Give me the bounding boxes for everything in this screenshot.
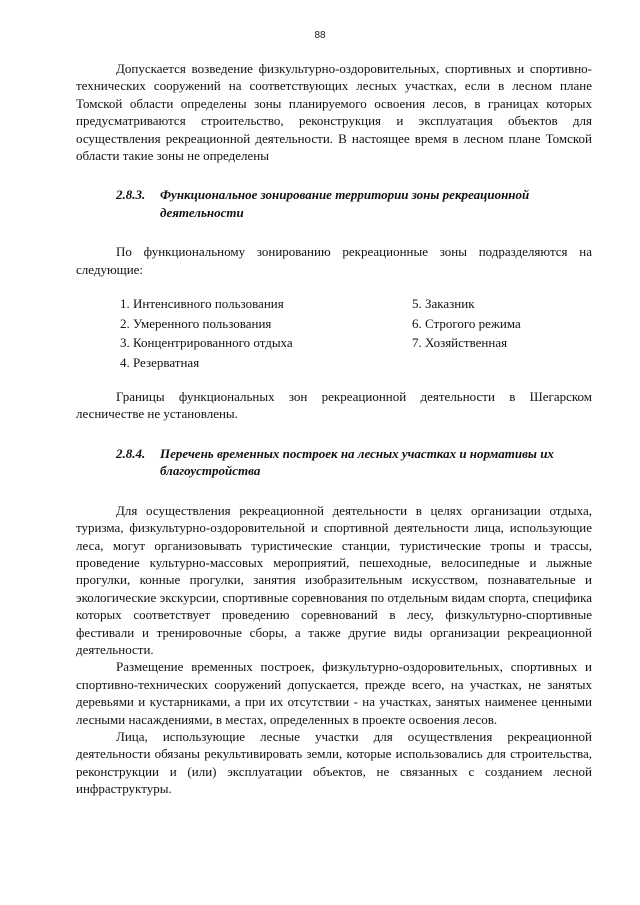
- list-item: 6. Строгого режима: [412, 315, 521, 331]
- section-title: Перечень временных построек на лесных участках и нормативы их благоустройства: [160, 445, 554, 479]
- paragraph-temporary-buildings: Размещение временных построек, физкультурно-оздоровительных, спортивных и спортивно-технических сооружений допускается, прежде всего, на участках, не занятых деревьями и кустарниками, а при их отсутствии - на участках, занятых наименее ценными лесными насаждениями, в местах, определенных в проекте освоения лесов.: [76, 659, 592, 727]
- zone-list: [76, 294, 592, 372]
- list-item: 7. Хозяйственная: [412, 335, 508, 351]
- section-heading-2-8-4: [76, 445, 592, 480]
- paragraph-recreation-activities: Для осуществления рекреационной деятельности в целях организации отдыха, туризма, физкультурно-оздоровительной и спортивной деятельности лица, использующие леса, могут организовывать туристические станции, туристические тропы и трассы, проведение культурно-массовых мероприятий, пешеходные, велосипедные и лыжные прогулки, конные прогулки, занятия изобразительным искусством, познавательные и экологические экскурсии, спортивные соревнования по отдельным видам спорта, специфика которых соответствует проведению соревнований в лесу, физкультурно-спортивные фестивали и тренировочные сборы, а также другие виды организации рекреационной деятельности.: [76, 502, 592, 657]
- section-number: 2.8.3.: [116, 187, 146, 203]
- zone-list-left: [120, 294, 412, 372]
- section-heading-2-8-3: [76, 186, 592, 221]
- list-item: 2. Умеренного пользования: [120, 315, 272, 331]
- list-item: 4. Резерватная: [120, 354, 200, 370]
- page-number: 88: [314, 30, 326, 41]
- paragraph-zoning-intro: По функциональному зонированию рекреационные зоны подразделяются на следующие:: [76, 244, 592, 277]
- list-item: 3. Концентрированного отдыха: [120, 335, 293, 351]
- document-body: [76, 60, 592, 798]
- paragraph-land-reclamation: Лица, использующие лесные участки для осуществления рекреационной деятельности обязаны рекультивировать земли, которые использовались для строительства, реконструкции и (или) эксплуатации объектов, не связанных с созданием лесной инфраструктуры.: [76, 728, 592, 797]
- list-item: 5. Заказник: [412, 296, 475, 312]
- paragraph-zone-borders: Границы функциональных зон рекреационной деятельности в Шегарском лесничестве не установлены.: [76, 389, 592, 422]
- zone-list-right: [412, 294, 521, 372]
- list-item: 1. Интенсивного пользования: [120, 296, 284, 312]
- section-title: Функциональное зонирование территории зоны рекреационной деятельности: [160, 187, 530, 220]
- section-number: 2.8.4.: [116, 445, 146, 461]
- paragraph-construction-allowed: Допускается возведение физкультурно-оздоровительных, спортивных и спортивно-технических сооружений на соответствующих лесных участках, если в лесном плане Томской области определены зоны планируемого освоения лесов, в границах которых предусматриваются строительство, реконструкция и эксплуатация объектов для осуществления рекреационной деятельности. В настоящее время в лесном плане Томской области такие зоны не определены: [76, 61, 592, 164]
